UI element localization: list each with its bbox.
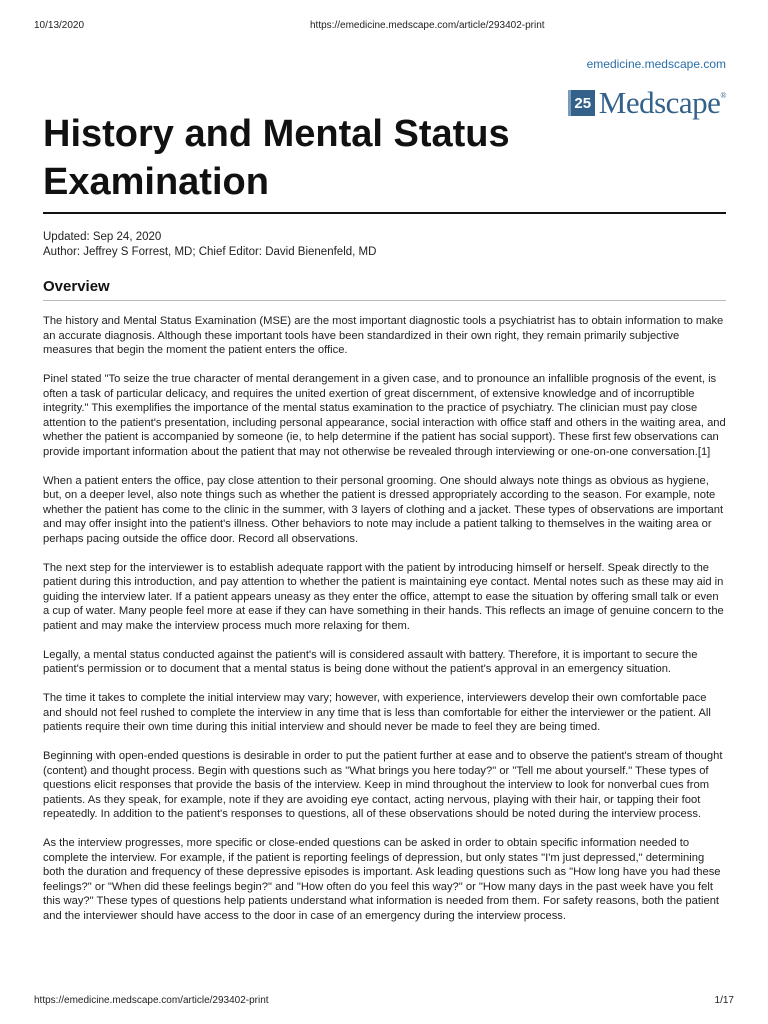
section-heading-overview: Overview bbox=[43, 278, 110, 295]
paragraph: Legally, a mental status conducted against the patient's will is considered assault with battery. Therefore, it is important to secure the patient's permission or to document that a mental status is being done without the patient's approval in an emergency situation. bbox=[43, 648, 698, 675]
logo-wordmark bbox=[599, 85, 726, 121]
print-header-url: https://emedicine.medscape.com/article/293402-print bbox=[310, 20, 545, 31]
registered-mark: ® bbox=[720, 91, 726, 100]
article-meta bbox=[43, 230, 376, 260]
paragraph: Pinel stated "To seize the true character of mental derangement in a given case, and to pronounce an infallible prognosis of the event, is often a task of particular delicacy, and requires the united exertion of great discernment, of extensive knowledge and of incorruptible integrity." This exemplifies the importance of the mental status examination to the practice of psychiatry. The clinician must pay close attention to the patient's presentation, including personal appearance, social interaction with office staff and others in the waiting area, and whether the patient is accompanied by someone (ie, to help determine if the patient has social support). These first few observations can provide important information about the patient that may not otherwise be revealed through interviewing or one-on-one conversation.[1] bbox=[43, 373, 726, 458]
logo-badge: 25 bbox=[568, 90, 595, 116]
paragraph: The time it takes to complete the initial interview may vary; however, with experience, interviewers develop their own comfortable pace and should not feel rushed to complete the interview in any time that is less than comfortable for either the interviewer or the patient. All patients require their own time during this initial interview and should never be made to feel they are being timed. bbox=[43, 692, 711, 733]
author-line: Author: Jeffrey S Forrest, MD; Chief Editor: David Bienenfeld, MD bbox=[43, 246, 377, 258]
paragraph: As the interview progresses, more specific or close-ended questions can be asked in order to obtain specific information needed to complete the interview. For example, if the patient is reporting feelings of depression, but only states "I'm just depressed," determining both the duration and frequency of these depressive episodes is important. Ask leading questions such as "How long have you had these feelings?" or "When did these feelings begin?" and "How often do you feel this way?" or "How many days in the past week have you felt this way?" These types of questions help patients understand what information is needed from them. For safety reasons, both the patient and the interviewer should have access to the door in case of an emergency during the interview process. bbox=[43, 837, 721, 922]
article-body bbox=[43, 314, 727, 938]
article-title: History and Mental Status Examination bbox=[43, 113, 510, 203]
site-link[interactable]: emedicine.medscape.com bbox=[586, 57, 726, 71]
print-date: 10/13/2020 bbox=[34, 20, 85, 31]
paragraph: The history and Mental Status Examination (MSE) are the most important diagnostic tools a psychiatrist has to obtain information to make an accurate diagnosis. Although these important tools have been standardized in their own right, they remain primarily subjective measures that begin the moment the patient enters the office. bbox=[43, 315, 724, 356]
section-divider bbox=[43, 300, 726, 301]
paragraph: The next step for the interviewer is to establish adequate rapport with the patient by introducing himself or herself. Speak directly to the patient during this introduction, and pay attention to whether the patient is maintaining eye contact. Mental notes such as these may aid in guiding the interview later. If a patient appears uneasy as they enter the office, attempt to ease the situation by offering small talk or even a cup of water. Many people feel more at ease if they can have something in their hands. This reflects an image of genuine concern to the patient and may make the interview process much more relaxing for them. bbox=[43, 561, 724, 632]
print-footer-url: https://emedicine.medscape.com/article/293402-print bbox=[34, 995, 269, 1006]
paragraph: Beginning with open-ended questions is desirable in order to put the patient further at ease and to observe the patient's stream of thought (content) and thought process. Begin with questions such as "What brings you here today?" or "Tell me about yourself." These types of questions elicit responses that provide the basis of the interview. Keep in mind throughout the interview to look for nonverbal cues from patients. As they speak, for example, note if they are avoiding eye contact, acting nervous, playing with their hair, or tapping their foot repeatedly. In addition to the patient's responses to questions, all of these observations should be noted during the interview process. bbox=[43, 750, 723, 820]
paragraph: When a patient enters the office, pay close attention to their personal grooming. One should always note things as obvious as hygiene, but, on a deeper level, also note things such as whether the patient is dressed appropriately according to the season. For example, note whether the patient has come to the clinic in the summer, with 3 layers of clothing and a jacket. These types of observations are important and may offer insight into the patient's illness. Other behaviors to note may include a patient talking to themselves in the waiting area or perhaps pacing outside the office door. Record all observations. bbox=[43, 474, 724, 545]
updated-date: Updated: Sep 24, 2020 bbox=[43, 231, 162, 243]
page-number: 1/17 bbox=[714, 995, 734, 1006]
title-divider bbox=[43, 212, 726, 214]
logo-text: Medscape bbox=[598, 85, 721, 120]
